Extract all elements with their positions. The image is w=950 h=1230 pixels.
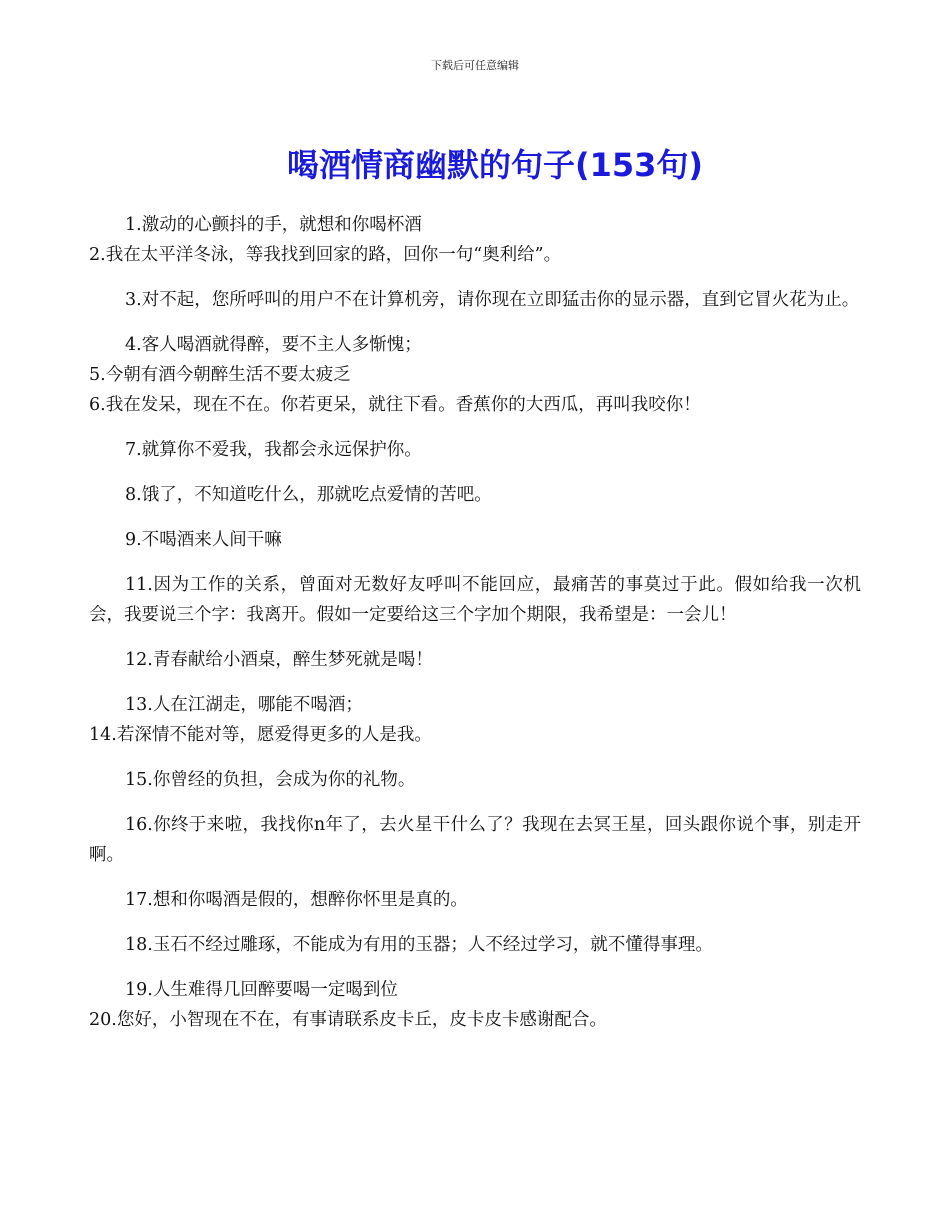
sentence-13: 13.人在江湖走，哪能不喝酒； <box>125 695 363 715</box>
sentence-1: 1.激动的心颤抖的手，就想和你喝杯酒 <box>125 215 422 235</box>
sentence-3: 3.对不起，您所呼叫的用户不在计算机旁，请你现在立即猛击你的显示器，直到它冒火花为止。 <box>125 290 860 310</box>
sentence-7: 7.就算你不爱我，我都会永远保护你。 <box>125 440 422 460</box>
sentence-19: 19.人生难得几回醉要喝一定喝到位 <box>125 980 398 1000</box>
sentence-15: 15.你曾经的负担，会成为你的礼物。 <box>125 770 416 790</box>
sentence-14: 14.若深情不能对等，愿爱得更多的人是我。 <box>89 725 432 745</box>
sentence-18: 18.玉石不经过雕琢，不能成为有用的玉器；人不经过学习，就不懂得事理。 <box>125 935 713 955</box>
document-title: 喝酒情商幽默的句子(153句) <box>286 146 704 184</box>
page-header-note: 下载后可任意编辑 <box>431 59 519 72</box>
sentence-4: 4.客人喝酒就得醉，要不主人多惭愧； <box>125 335 422 355</box>
sentence-16: 16.你终于来啦，我找你n年了，去火星干什么了？我现在去冥王星，回头跟你说个事，别走开啊。 <box>89 815 861 865</box>
sentence-6: 6.我在发呆，现在不在。你若更呆，就往下看。香蕉你的大西瓜，再叫我咬你！ <box>89 395 701 415</box>
sentence-5: 5.今朝有酒今朝醉生活不要太疲乏 <box>89 365 351 385</box>
sentence-9: 9.不喝酒来人间干嘛 <box>125 530 282 550</box>
sentence-12: 12.青春献给小酒桌，醉生梦死就是喝！ <box>125 650 433 670</box>
sentence-17: 17.想和你喝酒是假的，想醉你怀里是真的。 <box>125 890 468 910</box>
sentence-2: 2.我在太平洋冬泳，等我找到回家的路，回你一句“奥利给”。 <box>89 245 562 265</box>
sentence-11: 11.因为工作的关系，曾面对无数好友呼叫不能回应，最痛苦的事莫过于此。假如给我一次机会，我要说三个字：我离开。假如一定要给这三个字加个期限，我希望是：一会儿！ <box>89 575 861 625</box>
sentence-8: 8.饿了，不知道吃什么，那就吃点爱情的苦吧。 <box>125 485 492 505</box>
document-body <box>89 210 861 1035</box>
sentence-20: 20.您好，小智现在不在，有事请联系皮卡丘，皮卡皮卡感谢配合。 <box>89 1010 607 1030</box>
